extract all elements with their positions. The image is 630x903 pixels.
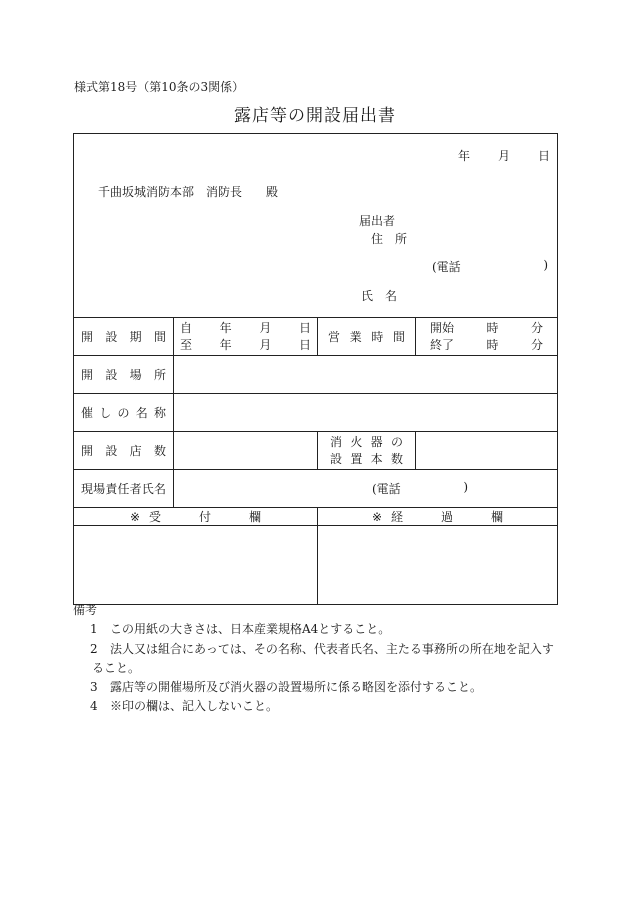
stall-count-row bbox=[74, 432, 558, 470]
site-manager-value-cell bbox=[174, 470, 558, 508]
opening-place-label-cell bbox=[74, 356, 174, 394]
official-use-header-row bbox=[74, 508, 558, 526]
note-text: 法人又は組合にあっては、その名称、代表者氏名、主たる事務所の所在地を記入す bbox=[110, 641, 554, 656]
date-year-label: 年 bbox=[457, 149, 470, 163]
note-text: ※印の欄は、記入しないこと。 bbox=[110, 699, 279, 714]
opening-place-label: 開 設 場 所 bbox=[81, 368, 166, 382]
site-manager-row bbox=[74, 470, 558, 508]
reference-mark: ※ bbox=[129, 509, 141, 524]
applicant-label: 届出者 bbox=[359, 214, 396, 228]
note-item bbox=[73, 640, 573, 659]
note-number: 2 bbox=[90, 641, 98, 656]
event-name-label: 催 し の 名 称 bbox=[81, 406, 166, 420]
reception-column-header bbox=[74, 508, 317, 525]
hours-start-line bbox=[416, 320, 557, 337]
opening-place-row bbox=[74, 356, 558, 394]
business-hours-label-cell bbox=[318, 318, 416, 356]
period-day-label: 日 bbox=[298, 337, 311, 352]
business-hours-value-cell bbox=[416, 318, 558, 356]
period-day-label: 日 bbox=[298, 320, 311, 335]
notes-heading: 備考 bbox=[73, 603, 98, 617]
event-name-label-cell bbox=[74, 394, 174, 432]
hours-end-label: 終了 bbox=[430, 337, 455, 352]
opening-period-row bbox=[74, 318, 558, 356]
extinguisher-label-line: 設 置 本 数 bbox=[330, 451, 403, 466]
page-title: 露店等の開設届出書 bbox=[234, 106, 396, 126]
note-text: 露店等の開催場所及び消火器の設置場所に係る略図を添付すること。 bbox=[110, 680, 483, 695]
hours-start-label: 開始 bbox=[430, 320, 455, 335]
address-label: 住 所 bbox=[371, 232, 408, 246]
opening-place-value-cell bbox=[174, 356, 558, 394]
note-number: 1 bbox=[90, 622, 98, 637]
date-day-label: 日 bbox=[537, 149, 550, 163]
notes-section bbox=[73, 601, 573, 717]
header-cell bbox=[74, 134, 558, 318]
progress-column-header bbox=[318, 508, 557, 525]
addressee-line: 千曲坂城消防本部 消防長 殿 bbox=[98, 185, 279, 199]
extinguisher-label-line: 消 火 器 の bbox=[330, 434, 403, 449]
event-name-row bbox=[74, 394, 558, 432]
hours-hour-label: 時 bbox=[486, 320, 499, 335]
header-row bbox=[74, 134, 558, 318]
note-item bbox=[73, 620, 573, 639]
hours-minute-label: 分 bbox=[530, 320, 543, 335]
note-item bbox=[73, 678, 573, 697]
note-text: この用紙の大きさは、日本産業規格A4とすること。 bbox=[110, 622, 391, 637]
hours-minute-label: 分 bbox=[530, 337, 543, 352]
business-hours-label: 営 業 時 間 bbox=[328, 330, 405, 344]
reception-column-blank-cell bbox=[74, 526, 318, 605]
reception-column-label: 受 付 欄 bbox=[149, 510, 262, 524]
progress-column-header-cell bbox=[318, 508, 558, 526]
note-text-continuation: ること。 bbox=[92, 660, 141, 675]
period-month-label: 月 bbox=[259, 320, 272, 335]
period-year-label: 年 bbox=[219, 337, 232, 352]
period-to-prefix: 至 bbox=[180, 337, 193, 352]
reference-mark: ※ bbox=[371, 509, 383, 524]
date-line bbox=[458, 147, 550, 164]
event-name-value-cell bbox=[174, 394, 558, 432]
period-to-line bbox=[174, 337, 317, 354]
name-label: 氏 名 bbox=[361, 289, 398, 303]
date-month-label: 月 bbox=[497, 149, 510, 163]
extinguisher-label-cell bbox=[318, 432, 416, 470]
note-number: 3 bbox=[90, 680, 98, 695]
period-month-label: 月 bbox=[259, 337, 272, 352]
progress-column-blank-cell bbox=[318, 526, 558, 605]
form-number: 様式第18号（第10条の3関係） bbox=[74, 80, 245, 94]
extinguisher-value-cell bbox=[416, 432, 558, 470]
stall-count-label: 開 設 店 数 bbox=[81, 444, 166, 458]
period-from-prefix: 自 bbox=[180, 320, 193, 335]
opening-period-value-cell bbox=[174, 318, 318, 356]
phone-prefix: (電話 bbox=[432, 260, 461, 274]
site-manager-phone-line bbox=[372, 480, 468, 497]
official-use-blank-row bbox=[74, 526, 558, 605]
form-table bbox=[73, 133, 558, 605]
hours-end-line bbox=[416, 337, 557, 354]
opening-period-label-cell bbox=[74, 318, 174, 356]
header-phone-line bbox=[432, 258, 548, 275]
reception-column-header-cell bbox=[74, 508, 318, 526]
period-year-label: 年 bbox=[219, 320, 232, 335]
phone-prefix: (電話 bbox=[372, 482, 401, 496]
period-from-line bbox=[174, 320, 317, 337]
progress-column-label: 経 過 欄 bbox=[391, 510, 504, 524]
hours-hour-label: 時 bbox=[486, 337, 499, 352]
note-item bbox=[73, 697, 573, 716]
phone-suffix: ) bbox=[543, 258, 548, 272]
site-manager-label: 現 場 責 任 者 氏 名 bbox=[81, 482, 166, 496]
stall-count-label-cell bbox=[74, 432, 174, 470]
note-number: 4 bbox=[90, 699, 98, 714]
stall-count-value-cell bbox=[174, 432, 318, 470]
phone-suffix: ) bbox=[463, 480, 468, 494]
opening-period-label: 開 設 期 間 bbox=[81, 330, 166, 344]
site-manager-label-cell bbox=[74, 470, 174, 508]
